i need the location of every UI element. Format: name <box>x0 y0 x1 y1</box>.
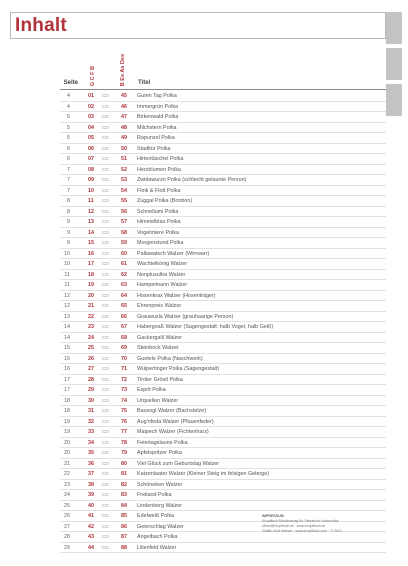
gcfb-track-number: 37 <box>88 471 94 477</box>
seite-cell: 8 <box>67 208 70 215</box>
cd-label: CD <box>102 282 109 287</box>
gcfb-track-number: 44 <box>88 544 94 551</box>
gcfb-track-number: 39 <box>88 492 94 498</box>
song-title: Lindenberg Walzer <box>137 502 183 509</box>
cd-label: CD <box>102 93 109 98</box>
seite-cell: 9 <box>67 229 70 236</box>
seite-cell: 12 <box>64 303 70 309</box>
gcfb-track-number: 03 <box>88 114 94 120</box>
table-row <box>0 322 408 333</box>
seite-cell: 24 <box>64 492 70 498</box>
ees-track-number: 59 <box>121 240 127 246</box>
ees-track-number: 45 <box>121 93 127 99</box>
header-ees: B Es As Des <box>120 53 126 86</box>
song-title: Schöneben Walzer <box>137 481 183 488</box>
cd-label: CD <box>102 313 109 319</box>
song-title: Urquellen Walzer <box>137 397 179 404</box>
ees-track-number: 47 <box>121 114 127 120</box>
table-row <box>0 396 408 407</box>
gcfb-track-number: 04 <box>88 124 94 131</box>
table-row <box>0 112 408 123</box>
cd-label: CD <box>102 103 109 109</box>
table-row <box>0 196 408 207</box>
tab-marker <box>386 48 402 80</box>
seite-cell: 9 <box>67 219 70 225</box>
seite-cell: 7 <box>67 187 70 194</box>
cd-label: CD <box>102 334 109 340</box>
seite-cell: 15 <box>64 345 70 351</box>
song-title: Grauwuzla Walzer (grauhaarige Person) <box>137 313 234 320</box>
table-row <box>0 270 408 281</box>
song-title: Apfelspritzer Polka <box>137 450 182 456</box>
song-title: Herzblumen Polka <box>137 166 182 173</box>
ees-track-number: 46 <box>121 103 127 110</box>
gcfb-track-number: 01 <box>88 93 94 99</box>
song-title: Habergoaß Walzer (Sagengestalt: halb Vogel, halb Geiß) <box>137 324 274 330</box>
table-row <box>0 144 408 155</box>
table-row <box>0 459 408 470</box>
gcfb-track-number: 19 <box>88 282 94 288</box>
seite-cell: 11 <box>64 282 70 288</box>
ees-track-number: 52 <box>121 166 127 173</box>
gcfb-track-number: 27 <box>88 366 94 372</box>
cd-label: CD <box>102 219 109 224</box>
seite-cell: 11 <box>64 271 70 278</box>
gcfb-track-number: 09 <box>88 177 94 183</box>
table-row <box>0 91 408 102</box>
table-row <box>0 501 408 512</box>
ees-track-number: 85 <box>121 513 127 519</box>
song-title: Guetele Polka (Naschwerk) <box>137 355 203 362</box>
seite-cell: 26 <box>64 513 70 519</box>
seite-cell: 18 <box>64 408 70 414</box>
song-title: Hampelmann Walzer <box>137 282 188 288</box>
cd-label: CD <box>102 124 109 130</box>
cd-label: CD <box>102 114 109 119</box>
gcfb-track-number: 33 <box>88 429 94 435</box>
song-title: Freiland Polka <box>137 492 172 498</box>
song-title: Ehrenpreis Walzer <box>137 303 182 309</box>
ees-track-number: 54 <box>121 187 127 194</box>
seite-cell: 8 <box>67 198 70 204</box>
ees-track-number: 76 <box>121 418 127 425</box>
seite-cell: 17 <box>64 376 70 383</box>
cd-label: CD <box>102 492 109 497</box>
ees-track-number: 55 <box>121 198 127 204</box>
seite-cell: 16 <box>64 366 70 372</box>
gcfb-track-number: 36 <box>88 460 94 467</box>
cd-label: CD <box>102 450 109 455</box>
table-row <box>0 312 408 323</box>
ees-track-number: 79 <box>121 450 127 456</box>
gcfb-track-number: 18 <box>88 271 94 278</box>
table-row <box>0 238 408 249</box>
ees-track-number: 87 <box>121 534 127 540</box>
imprint <box>262 514 392 534</box>
seite-cell: 12 <box>64 292 70 299</box>
gcfb-track-number: 40 <box>88 502 94 509</box>
seite-cell: 16 <box>64 355 70 362</box>
song-title: Himmelblau Polka <box>137 219 181 225</box>
table-row <box>0 417 408 428</box>
seite-cell: 17 <box>64 387 70 393</box>
seite-cell: 19 <box>64 429 70 435</box>
seite-cell: 10 <box>64 261 70 267</box>
seite-cell: 29 <box>64 544 70 551</box>
cd-label: CD <box>102 166 109 172</box>
song-title: Pallawatsch Walzer (Wirrwarr) <box>137 250 210 257</box>
cd-label: CD <box>102 502 109 508</box>
seite-cell: 5 <box>67 124 70 131</box>
gcfb-track-number: 15 <box>88 240 94 246</box>
gcfb-track-number: 11 <box>88 198 94 204</box>
ees-track-number: 80 <box>121 460 127 467</box>
table-row <box>0 165 408 176</box>
cd-label: CD <box>102 229 109 235</box>
cd-label: CD <box>102 418 109 424</box>
ees-track-number: 69 <box>121 345 127 351</box>
table-row <box>0 259 408 270</box>
ees-track-number: 64 <box>121 292 127 299</box>
table-row <box>0 123 408 134</box>
ees-track-number: 48 <box>121 124 127 131</box>
gcfb-track-number: 24 <box>88 334 94 341</box>
gcfb-track-number: 23 <box>88 324 94 330</box>
seite-cell: 21 <box>64 460 70 467</box>
cd-label: CD <box>102 471 109 476</box>
ees-track-number: 75 <box>121 408 127 414</box>
gcfb-track-number: 13 <box>88 219 94 225</box>
table-row <box>0 438 408 449</box>
table-row <box>0 448 408 459</box>
song-title: Angelbach Polka <box>137 534 178 540</box>
gcfb-track-number: 06 <box>88 145 94 152</box>
gcfb-track-number: 43 <box>88 534 94 540</box>
cd-label: CD <box>102 345 109 350</box>
ees-track-number: 61 <box>121 261 127 267</box>
song-title: Geierschlag Walzer <box>137 523 184 530</box>
ees-track-number: 82 <box>121 481 127 488</box>
table-row <box>0 406 408 417</box>
cd-label: CD <box>102 271 109 277</box>
ees-track-number: 50 <box>121 145 127 152</box>
gcfb-track-number: 16 <box>88 250 94 257</box>
song-title: Edelweiß Polka <box>137 513 175 519</box>
table-row <box>0 291 408 302</box>
song-title: Feiertagslaune Polka <box>137 439 188 446</box>
seite-cell: 18 <box>64 397 70 404</box>
gcfb-track-number: 29 <box>88 387 94 393</box>
imprint-line: Grafik: Kurt Wieser · www.kropfitsch.com · © 2021 <box>262 529 343 533</box>
table-row <box>0 249 408 260</box>
gcfb-track-number: 12 <box>88 208 94 215</box>
seite-cell: 14 <box>64 334 70 341</box>
table-row <box>0 133 408 144</box>
table-row <box>0 228 408 239</box>
cd-label: CD <box>102 198 109 203</box>
gcfb-track-number: 28 <box>88 376 94 383</box>
page-title: Inhalt <box>15 15 67 36</box>
song-title: Stadltür Polka <box>137 145 171 152</box>
ees-track-number: 57 <box>121 219 127 225</box>
ees-track-number: 68 <box>121 334 127 341</box>
cd-label: CD <box>102 439 109 445</box>
ees-track-number: 86 <box>121 523 127 530</box>
song-title: Aug'nfeda Walzer (Pfauenfeder) <box>137 418 214 425</box>
row-divider <box>60 552 386 553</box>
header-divider <box>60 89 386 90</box>
gcfb-track-number: 05 <box>88 135 94 141</box>
ees-track-number: 70 <box>121 355 127 362</box>
header-titel: Titel <box>138 80 151 86</box>
song-title: Zuggal Polka (Bonbon) <box>137 198 193 204</box>
gcfb-track-number: 22 <box>88 313 94 320</box>
ees-track-number: 78 <box>121 439 127 446</box>
table-row <box>0 102 408 113</box>
cd-label: CD <box>102 397 109 403</box>
ees-track-number: 58 <box>121 229 127 236</box>
seite-cell: 25 <box>64 502 70 509</box>
cd-label: CD <box>102 534 109 539</box>
seite-cell: 22 <box>64 471 70 477</box>
seite-cell: 14 <box>64 324 70 330</box>
gcfb-track-number: 30 <box>88 397 94 404</box>
cd-label: CD <box>102 387 109 392</box>
song-title: Esprit Polka <box>137 387 166 393</box>
gcfb-track-number: 10 <box>88 187 94 194</box>
table-row <box>0 480 408 491</box>
song-title: Wulpertinger Polka (Sagengestalt) <box>137 366 220 372</box>
ees-track-number: 88 <box>121 544 127 551</box>
ees-track-number: 71 <box>121 366 127 372</box>
imprint-line: office@kropfitsch.at · www.kropfitsch.at <box>262 524 325 528</box>
cd-label: CD <box>102 187 109 193</box>
song-title: Rapunzel Polka <box>137 135 175 141</box>
table-row <box>0 354 408 365</box>
table-row <box>0 186 408 197</box>
ees-track-number: 81 <box>121 471 127 477</box>
song-title: Lilienfeld Walzer <box>137 544 177 551</box>
cd-label: CD <box>102 408 109 413</box>
seite-cell: 9 <box>67 240 70 246</box>
table-row <box>0 343 408 354</box>
cd-label: CD <box>102 376 109 382</box>
seite-cell: 5 <box>67 135 70 141</box>
song-title: Milchstern Polka <box>137 124 177 131</box>
ees-track-number: 72 <box>121 376 127 383</box>
seite-cell: 7 <box>67 166 70 173</box>
cd-label: CD <box>102 261 109 266</box>
imprint-line: Kropfitsch Musikverlag für Steirische Harmonika <box>262 519 339 523</box>
seite-cell: 28 <box>64 534 70 540</box>
gcfb-track-number: 08 <box>88 166 94 173</box>
song-title: Wachtelkönig Walzer <box>137 261 188 267</box>
gcfb-track-number: 31 <box>88 408 94 414</box>
seite-cell: 13 <box>64 313 70 320</box>
imprint-heading: IMPRESSUM <box>262 514 284 518</box>
seite-cell: 20 <box>64 439 70 446</box>
ees-track-number: 56 <box>121 208 127 215</box>
ees-track-number: 49 <box>121 135 127 141</box>
cd-label: CD <box>102 240 109 245</box>
gcfb-track-number: 20 <box>88 292 94 299</box>
cd-label: CD <box>102 513 109 518</box>
seite-cell: 5 <box>67 114 70 120</box>
gcfb-track-number: 42 <box>88 523 94 530</box>
song-title: Gackergalli Walzer <box>137 334 183 341</box>
cd-label: CD <box>102 324 109 329</box>
song-title: Katzenlaater Walzer (Kleiner Steig im felsigen Gebirge) <box>137 471 269 477</box>
song-title: Schnellumi Polka <box>137 208 179 215</box>
gcfb-track-number: 34 <box>88 439 94 446</box>
ees-track-number: 67 <box>121 324 127 330</box>
seite-cell: 20 <box>64 450 70 456</box>
gcfb-track-number: 25 <box>88 345 94 351</box>
cd-label: CD <box>102 303 109 308</box>
seite-cell: 6 <box>67 145 70 152</box>
seite-cell: 10 <box>64 250 70 257</box>
ees-track-number: 62 <box>121 271 127 278</box>
table-row <box>0 217 408 228</box>
cd-label: CD <box>102 429 109 434</box>
song-title: Tiroler Gröstl Polka <box>137 376 183 383</box>
ees-track-number: 65 <box>121 303 127 309</box>
table-row <box>0 175 408 186</box>
cd-label: CD <box>102 544 109 550</box>
table-row <box>0 333 408 344</box>
seite-cell: 23 <box>64 481 70 488</box>
song-title: Hirtentäschel Polka <box>137 156 184 162</box>
song-title: Bauvogl Walzer (Bachstelze) <box>137 408 207 414</box>
title-box <box>10 12 386 39</box>
song-title: Nonplusultra Walzer <box>137 271 186 278</box>
gcfb-track-number: 35 <box>88 450 94 456</box>
song-title: Flink & Flott Polka <box>137 187 181 194</box>
song-title: Guten Tag Polka <box>137 93 177 99</box>
header-gcfb: G C F B <box>90 65 96 86</box>
seite-cell: 27 <box>64 523 70 530</box>
cd-label: CD <box>102 177 109 182</box>
table-row <box>0 280 408 291</box>
ees-track-number: 53 <box>121 177 127 183</box>
table-row <box>0 543 408 554</box>
cd-label: CD <box>102 523 109 529</box>
ees-track-number: 74 <box>121 397 127 404</box>
gcfb-track-number: 02 <box>88 103 94 110</box>
cd-label: CD <box>102 250 109 256</box>
gcfb-track-number: 14 <box>88 229 94 236</box>
ees-track-number: 60 <box>121 250 127 257</box>
gcfb-track-number: 41 <box>88 513 94 519</box>
gcfb-track-number: 21 <box>88 303 94 309</box>
ees-track-number: 77 <box>121 429 127 435</box>
song-title: Maipech Walzer (Fichtenharz) <box>137 429 209 435</box>
song-title: Vogelmiere Polka <box>137 229 179 236</box>
cd-label: CD <box>102 355 109 361</box>
ees-track-number: 84 <box>121 502 127 509</box>
table-row <box>0 375 408 386</box>
ees-track-number: 66 <box>121 313 127 320</box>
header-seite: Seite <box>63 80 78 86</box>
song-title: Morgenstund Polka <box>137 240 184 246</box>
cd-label: CD <box>102 481 109 487</box>
song-title: Hosenkrax Walzer (Hosenträger) <box>137 292 216 299</box>
ees-track-number: 83 <box>121 492 127 498</box>
cd-label: CD <box>102 460 109 466</box>
gcfb-track-number: 07 <box>88 156 94 162</box>
seite-cell: 7 <box>67 177 70 183</box>
cd-label: CD <box>102 145 109 151</box>
tab-marker <box>386 12 402 44</box>
cd-label: CD <box>102 208 109 214</box>
song-title: Immergrün Polka <box>137 103 179 110</box>
song-title: Viel Glück zum Geburtstag Walzer <box>137 460 220 467</box>
table-row <box>0 207 408 218</box>
cd-label: CD <box>102 292 109 298</box>
seite-cell: 4 <box>67 103 70 110</box>
table-row <box>0 154 408 165</box>
song-title: Steinbock Walzer <box>137 345 179 351</box>
ees-track-number: 73 <box>121 387 127 393</box>
song-title: Zwidawurzn Polka (schlecht gelaunte Person) <box>137 177 247 183</box>
gcfb-track-number: 32 <box>88 418 94 425</box>
gcfb-track-number: 26 <box>88 355 94 362</box>
table-row <box>0 427 408 438</box>
gcfb-track-number: 17 <box>88 261 94 267</box>
seite-cell: 4 <box>67 93 70 99</box>
cd-label: CD <box>102 366 109 371</box>
song-title: Birkenwald Polka <box>137 114 179 120</box>
table-row <box>0 364 408 375</box>
table-row <box>0 469 408 480</box>
cd-label: CD <box>102 135 109 140</box>
ees-track-number: 63 <box>121 282 127 288</box>
gcfb-track-number: 38 <box>88 481 94 488</box>
cd-label: CD <box>102 156 109 161</box>
seite-cell: 6 <box>67 156 70 162</box>
seite-cell: 19 <box>64 418 70 425</box>
table-row <box>0 385 408 396</box>
table-row <box>0 490 408 501</box>
table-row <box>0 301 408 312</box>
ees-track-number: 51 <box>121 156 127 162</box>
